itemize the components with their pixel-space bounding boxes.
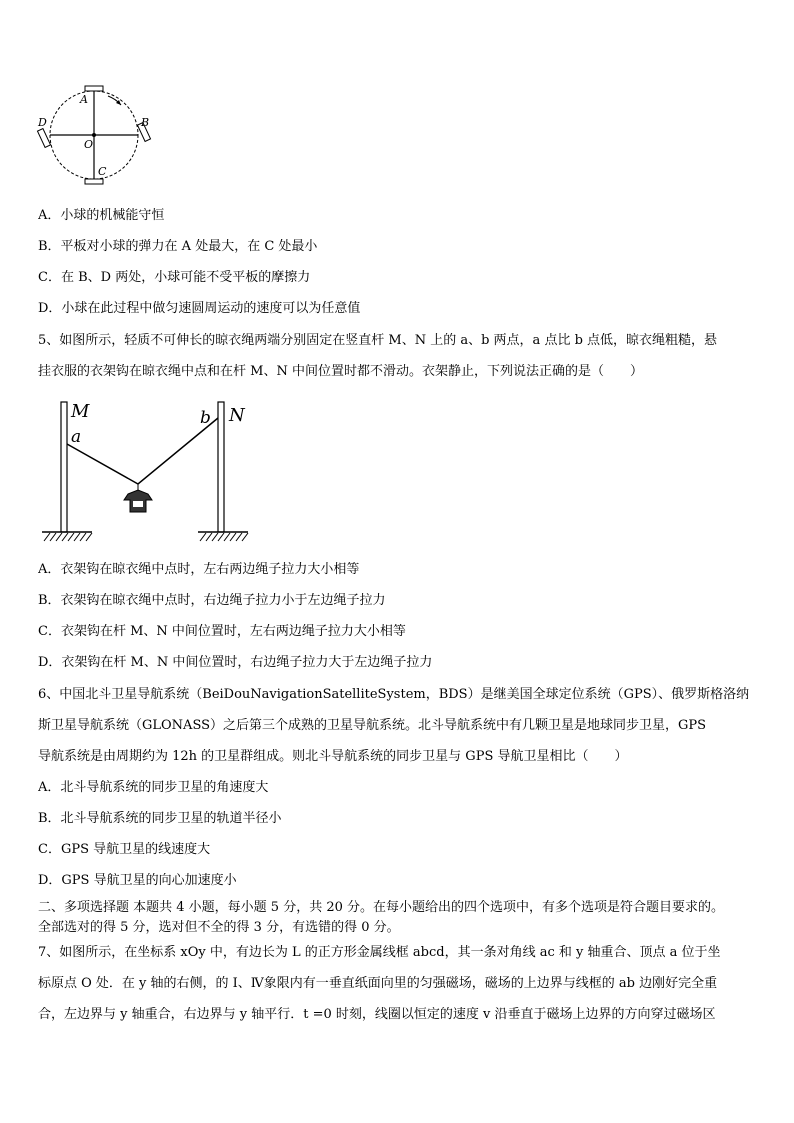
- label-b: b: [200, 408, 211, 428]
- q6-option-c: C．GPS 导航卫星的线速度大: [38, 842, 211, 857]
- q7-line3: 合，左边界与 y 轴重合，右边界与 y 轴平行．t =0 时刻，线圈以恒定的速度 v 沿垂直于磁场上边界的方向穿过磁场区: [38, 1007, 716, 1022]
- label-M: M: [71, 401, 90, 422]
- label-D: D: [38, 116, 47, 129]
- q5-option-b: B．衣架钩在晾衣绳中点时，右边绳子拉力小于左边绳子拉力: [38, 593, 386, 608]
- label-a: a: [71, 427, 82, 447]
- q5-stem-line1: 5、如图所示，轻质不可伸长的晾衣绳两端分别固定在竖直杆 M、N 上的 a、b 两点，a 点比 b 点低，晾衣绳粗糙，悬: [38, 333, 718, 348]
- q6-stem-line2: 斯卫星导航系统（GLONASS）之后第三个成熟的卫星导航系统。北斗导航系统中有几颗卫星是地球同步卫星，GPS: [38, 718, 707, 733]
- label-B: B: [141, 116, 150, 129]
- q7-line1: 7、如图所示，在坐标系 xOy 中，有边长为 L 的正方形金属线框 abcd，其一条对角线 ac 和 y 轴重合、顶点 a 位于坐: [38, 945, 721, 960]
- label-C: C: [98, 165, 107, 178]
- q4-option-c: C．在 B、D 两处，小球可能不受平板的摩擦力: [38, 270, 311, 285]
- section2-line2: 全部选对的得 5 分，选对但不全的得 3 分，有选错的得 0 分。: [38, 920, 400, 935]
- circular-motion-figure: [30, 82, 160, 192]
- q4-option-a: A．小球的机械能守恒: [38, 208, 165, 223]
- label-O: O: [84, 138, 94, 151]
- clothesline-figure: [38, 398, 253, 548]
- q5-option-c: C．衣架钩在杆 M、N 中间位置时，左右两边绳子拉力大小相等: [38, 624, 406, 639]
- q6-option-b: B．北斗导航系统的同步卫星的轨道半径小: [38, 811, 282, 826]
- q5-option-d: D．衣架钩在杆 M、N 中间位置时，右边绳子拉力大于左边绳子拉力: [38, 655, 433, 670]
- q4-option-d: D．小球在此过程中做匀速圆周运动的速度可以为任意值: [38, 301, 361, 316]
- label-A: A: [80, 93, 88, 106]
- q6-option-d: D．GPS 导航卫星的向心加速度小: [38, 873, 237, 888]
- q7-line2: 标原点 O 处．在 y 轴的右侧，的 I、Ⅳ象限内有一垂直纸面向里的匀强磁场，磁场的上边界与线框的 ab 边刚好完全重: [38, 976, 718, 991]
- q5-stem-line2: 挂衣服的衣架钩在晾衣绳中点和在杆 M、N 中间位置时都不滑动。衣架静止，下列说法正确的是（ ）: [38, 364, 643, 379]
- q6-stem-line1: 6、中国北斗卫星导航系统（BeiDouNavigationSatelliteSystem，BDS）是继美国全球定位系统（GPS）、俄罗斯格洛纳: [38, 687, 750, 702]
- q5-option-a: A．衣架钩在晾衣绳中点时，左右两边绳子拉力大小相等: [38, 562, 360, 577]
- q6-option-a: A．北斗导航系统的同步卫星的角速度大: [38, 780, 269, 795]
- q4-option-b: B．平板对小球的弹力在 A 处最大，在 C 处最小: [38, 239, 318, 254]
- section2-line1: 二、多项选择题 本题共 4 小题，每小题 5 分，共 20 分。在每小题给出的四个选项中，有多个选项是符合题目要求的。: [38, 900, 725, 915]
- label-N: N: [229, 405, 245, 426]
- q6-stem-line3: 导航系统是由周期约为 12h 的卫星群组成。则北斗导航系统的同步卫星与 GPS 导航卫星相比（ ）: [38, 749, 628, 764]
